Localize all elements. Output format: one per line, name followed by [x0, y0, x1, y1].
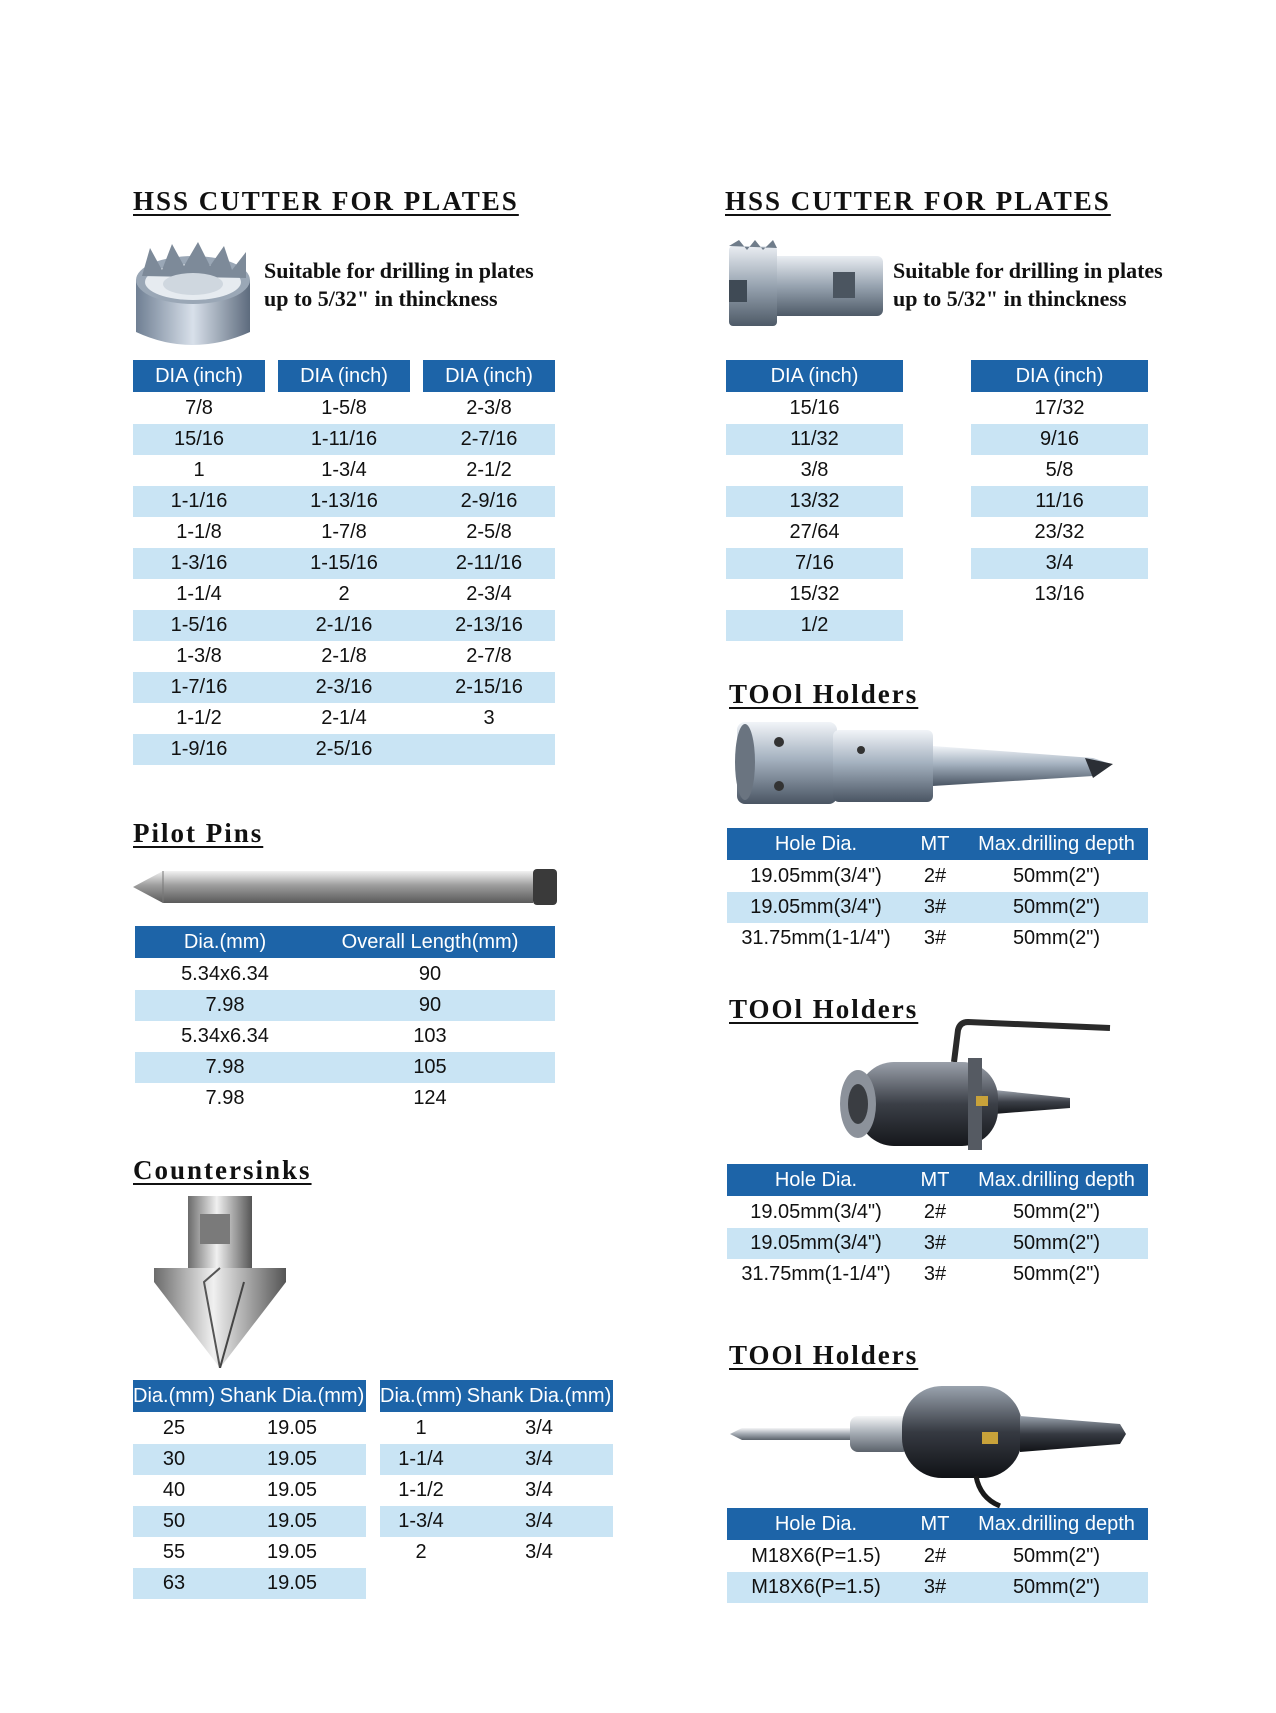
table-cell: 2-1/8: [321, 645, 367, 667]
table-cell: 19.05: [266, 1541, 318, 1563]
table-cell: 1-11/16: [310, 428, 378, 450]
table-cell: 1-1/2: [176, 707, 222, 729]
table-cell: 19.05mm(3/4"): [750, 1232, 882, 1254]
table-cell: 3#: [923, 1576, 947, 1598]
hss-left-desc-line1: Suitable for drilling in plates: [264, 258, 534, 283]
column-header: Dia.(mm): [133, 1385, 216, 1407]
table-cell: 1-3/4: [398, 1510, 444, 1532]
table-cell: 3#: [923, 1232, 947, 1254]
table-cell: 2-3/4: [466, 583, 512, 605]
table-cell: 1/2: [800, 614, 829, 636]
table-cell: 1-3/16: [170, 552, 228, 574]
column-header: Shank Dia.(mm): [219, 1385, 365, 1407]
table-cell: 2-1/2: [466, 459, 512, 481]
table-cell: 3/4: [525, 1541, 553, 1563]
table-cell: 1-5/16: [170, 614, 228, 636]
table-cell: 15/32: [789, 583, 840, 605]
table-cell: 2-3/16: [315, 676, 373, 698]
table-cell: 2-15/16: [455, 676, 523, 698]
column-header: Max.drilling depth: [978, 833, 1135, 855]
table-cell: 50mm(2"): [1012, 1201, 1101, 1223]
table-cell: 90: [418, 994, 442, 1016]
table-cell: 23/32: [1034, 521, 1085, 543]
table-cell: 7/16: [795, 552, 834, 574]
table-cell: 50mm(2"): [1012, 865, 1101, 887]
table-cell: 2#: [923, 1545, 947, 1567]
countersinks-title: Countersinks: [133, 1155, 312, 1185]
hole-cutter-image: [132, 240, 254, 348]
table-cell: 2-3/8: [466, 397, 512, 419]
table-cell: 19.05mm(3/4"): [750, 896, 882, 918]
table-cell: M18X6(P=1.5): [751, 1545, 881, 1567]
column-header: DIA (inch): [133, 360, 265, 392]
table-cell: 15/16: [173, 428, 225, 450]
table-cell: 2-5/16: [315, 738, 373, 760]
table-cell: 2-1/4: [321, 707, 367, 729]
table-cell: 1-1/16: [170, 490, 228, 512]
table-cell: 30: [162, 1448, 186, 1470]
table-cell: 3: [483, 707, 495, 729]
table-cell: 19.05: [266, 1479, 318, 1501]
table-cell: 11/32: [790, 428, 839, 450]
table-cell: 13/16: [1034, 583, 1085, 605]
table-cell: [423, 734, 555, 765]
table-cell: 1-7/8: [321, 521, 367, 543]
table-cell: 3#: [923, 896, 947, 918]
table-cell: 9/16: [1040, 428, 1079, 450]
table-cell: 19.05: [266, 1572, 318, 1594]
table-cell: 103: [413, 1025, 447, 1047]
table-cell: 50mm(2"): [1012, 1232, 1101, 1254]
table-cell: 7/8: [185, 397, 213, 419]
table-cell: 19.05: [266, 1448, 318, 1470]
table-cell: 105: [413, 1056, 447, 1078]
table-cell: 1-5/8: [321, 397, 367, 419]
hss-left-desc-line2: up to 5/32" in thinckness: [264, 286, 498, 311]
table-cell: 2#: [923, 1201, 947, 1223]
column-header: DIA (inch): [726, 360, 903, 392]
table-cell: 13/32: [789, 490, 840, 512]
column-header: DIA (inch): [971, 360, 1148, 392]
column-header: MT: [920, 833, 950, 855]
pilot-pins-title: Pilot Pins: [133, 818, 264, 848]
table-cell: 1-1/8: [176, 521, 222, 543]
table-cell: 7.98: [205, 994, 245, 1016]
table-cell: 1: [415, 1417, 427, 1439]
tool-holders-1-title: TOOl Holders: [729, 679, 919, 709]
table-cell: 1-13/16: [310, 490, 378, 512]
column-header: Hole Dia.: [774, 833, 858, 855]
table-cell: 19.05: [266, 1510, 318, 1532]
tool-holder-1-image: [733, 720, 1115, 808]
table-cell: 5.34x6.34: [181, 1025, 269, 1047]
table-cell: 17/32: [1034, 397, 1085, 419]
table-cell: 2#: [923, 865, 947, 887]
table-cell: [971, 610, 1148, 641]
column-header: Hole Dia.: [774, 1169, 858, 1191]
table-cell: 27/64: [789, 521, 840, 543]
table-cell: 19.05mm(3/4"): [750, 1201, 882, 1223]
table-cell: 50mm(2"): [1012, 896, 1101, 918]
column-header: Dia.(mm): [183, 931, 267, 953]
countersink-image: [152, 1196, 288, 1368]
table-cell: 31.75mm(1-1/4"): [741, 927, 891, 949]
column-header: MT: [920, 1513, 950, 1535]
table-cell: 55: [162, 1541, 186, 1563]
table-cell: 15/16: [789, 397, 840, 419]
column-header: MT: [920, 1169, 950, 1191]
column-header: Max.drilling depth: [978, 1513, 1135, 1535]
table-cell: 2-7/16: [460, 428, 518, 450]
column-header: DIA (inch): [278, 360, 410, 392]
table-cell: 1-7/16: [170, 676, 228, 698]
table-cell: 2-13/16: [455, 614, 523, 636]
table-cell: 40: [162, 1479, 186, 1501]
table-cell: 50mm(2"): [1012, 1576, 1101, 1598]
column-header: Overall Length(mm): [341, 931, 519, 953]
table-cell: M18X6(P=1.5): [751, 1576, 881, 1598]
column-header: Max.drilling depth: [978, 1169, 1135, 1191]
hss-right-desc-line1: Suitable for drilling in plates: [893, 258, 1163, 283]
table-cell: 3/4: [525, 1417, 553, 1439]
table-cell: 31.75mm(1-1/4"): [741, 1263, 891, 1285]
table-cell: 2: [415, 1541, 427, 1563]
table-cell: 2-7/8: [466, 645, 512, 667]
hss-right-desc-line2: up to 5/32" in thinckness: [893, 286, 1127, 311]
table-cell: 7.98: [205, 1087, 245, 1109]
table-cell: 7.98: [205, 1056, 245, 1078]
table-cell: 3/4: [525, 1479, 553, 1501]
column-header: Shank Dia.(mm): [466, 1385, 612, 1407]
table-cell: 1-1/4: [398, 1448, 444, 1470]
table-cell: 2-9/16: [460, 490, 518, 512]
table-cell: 90: [418, 963, 442, 985]
table-cell: 5.34x6.34: [181, 963, 269, 985]
table-cell: 3/4: [1045, 552, 1074, 574]
table-cell: 1-9/16: [170, 738, 228, 760]
table-cell: 1-3/4: [321, 459, 367, 481]
tool-holder-3-image: [730, 1380, 1126, 1508]
table-cell: 2-11/16: [455, 552, 523, 574]
table-cell: 19.05mm(3/4"): [750, 865, 882, 887]
column-header: Hole Dia.: [774, 1513, 858, 1535]
pilot-pin-image: [133, 865, 557, 909]
table-cell: 63: [162, 1572, 186, 1594]
table-cell: 50: [162, 1510, 186, 1532]
table-cell: 3/4: [525, 1448, 553, 1470]
table-cell: 2: [338, 583, 350, 605]
table-cell: 1-15/16: [310, 552, 378, 574]
hss-right-title: HSS CUTTER FOR PLATES: [725, 186, 1111, 216]
table-cell: 11/16: [1035, 490, 1084, 512]
hss-left-title: HSS CUTTER FOR PLATES: [133, 186, 519, 216]
table-cell: 1-1/4: [176, 583, 222, 605]
tool-holders-3-title: TOOl Holders: [729, 1340, 919, 1370]
table-cell: 25: [162, 1417, 186, 1439]
column-header: Dia.(mm): [380, 1385, 463, 1407]
table-cell: 3#: [923, 1263, 947, 1285]
table-cell: 3/8: [800, 459, 829, 481]
table-cell: 1-3/8: [176, 645, 222, 667]
table-cell: 50mm(2"): [1012, 1263, 1101, 1285]
table-cell: 124: [413, 1087, 447, 1109]
table-cell: 3/4: [525, 1510, 553, 1532]
column-header: DIA (inch): [423, 360, 555, 392]
tool-holder-2-image: [818, 1018, 1118, 1156]
shank-cutter-image: [725, 240, 887, 332]
table-cell: 50mm(2"): [1012, 927, 1101, 949]
table-cell: 50mm(2"): [1012, 1545, 1101, 1567]
tool-holders-2-title: TOOl Holders: [729, 994, 919, 1024]
table-cell: 2-1/16: [315, 614, 373, 636]
table-cell: 1-1/2: [398, 1479, 444, 1501]
table-cell: 1: [193, 459, 205, 481]
table-cell: 5/8: [1045, 459, 1074, 481]
table-cell: 2-5/8: [466, 521, 512, 543]
table-cell: 3#: [923, 927, 947, 949]
table-cell: 19.05: [266, 1417, 318, 1439]
